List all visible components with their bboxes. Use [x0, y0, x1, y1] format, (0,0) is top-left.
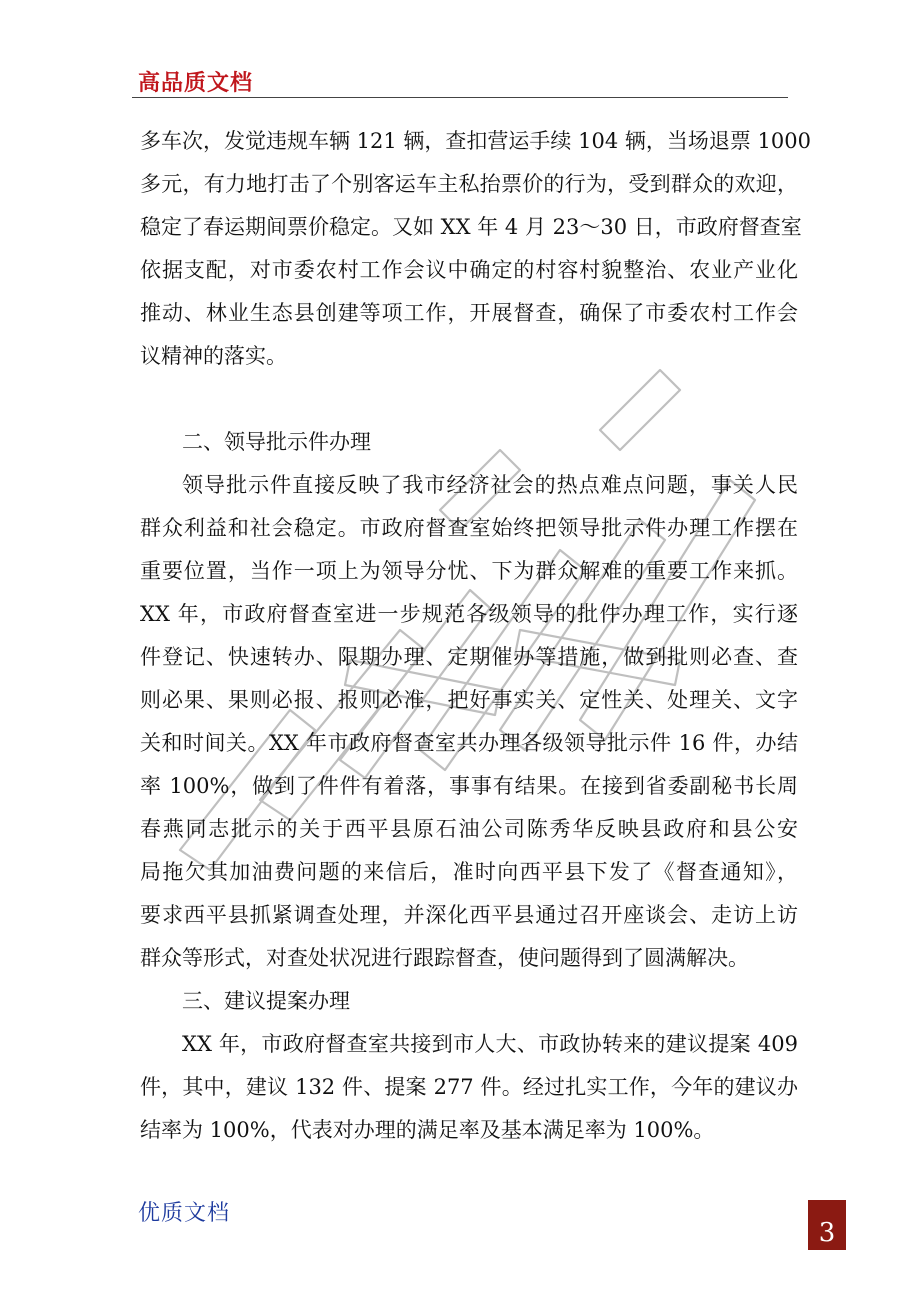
paragraph-line: 领导批示件直接反映了我市经济社会的热点难点问题，事关人民: [182, 473, 798, 497]
document-body: [140, 120, 811, 1152]
paragraph-line: XX 年，市政府督查室进一步规范各级领导的批件办理工作，实行逐: [140, 602, 798, 626]
paragraph-line: 稳定了春运期间票价稳定。又如 XX 年 4 月 23～30 日，市政府督查室: [140, 215, 802, 239]
section-heading: 三、建议提案办理: [182, 989, 350, 1013]
paragraph-line: 多车次，发觉违规车辆 121 辆，查扣营运手续 104 辆，当场退票 1000: [140, 129, 811, 153]
page-number: 3: [818, 1218, 836, 1248]
paragraph-line: XX 年，市政府督查室共接到市人大、市政协转来的建议提案 409: [182, 1032, 798, 1056]
paragraph-line: 推动、林业生态县创建等项工作，开展督查，确保了市委农村工作会: [140, 301, 798, 325]
page-number-badge: [808, 1200, 846, 1250]
header-divider: [132, 97, 788, 98]
paragraph-line: 春燕同志批示的关于西平县原石油公司陈秀华反映县政府和县公安: [140, 817, 798, 841]
paragraph-line: 群众等形式，对查处状况进行跟踪督查，使问题得到了圆满解决。: [140, 946, 749, 970]
paragraph-line: 重要位置，当作一项上为领导分忧、下为群众解难的重要工作来抓。: [140, 559, 798, 583]
paragraph-line: 议精神的落实。: [140, 344, 287, 368]
section-heading: 二、领导批示件办理: [182, 430, 371, 454]
paragraph-gap: [140, 378, 798, 421]
paragraph-line: 结率为 100%，代表对办理的满足率及基本满足率为 100%。: [140, 1118, 715, 1142]
footer-title: 优质文档: [138, 1201, 231, 1226]
paragraph-line: 群众利益和社会稳定。市政府督查室始终把领导批示件办理工作摆在: [140, 516, 798, 540]
paragraph-line: 率 100%，做到了件件有着落，事事有结果。在接到省委副秘书长周: [140, 774, 798, 798]
paragraph-line: 则必果、果则必报、报则必准，把好事实关、定性关、处理关、文字: [140, 688, 798, 712]
paragraph-line: 件登记、快速转办、限期办理、定期催办等措施，做到批则必查、查: [140, 645, 798, 669]
paragraph-line: 依据支配，对市委农村工作会议中确定的村容村貌整治、农业产业化: [140, 258, 798, 282]
paragraph-line: 要求西平县抓紧调查处理，并深化西平县通过召开座谈会、走访上访: [140, 903, 798, 927]
paragraph-line: 件，其中，建议 132 件、提案 277 件。经过扎实工作，今年的建议办: [140, 1075, 798, 1099]
paragraph-line: 局拖欠其加油费问题的来信后，准时向西平县下发了《督查通知》，: [140, 860, 798, 884]
header-title: 高品质文档: [138, 71, 254, 96]
paragraph-line: 关和时间关。XX 年市政府督查室共办理各级领导批示件 16 件，办结: [140, 731, 798, 755]
paragraph-line: 多元，有力地打击了个别客运车主私抬票价的行为，受到群众的欢迎，: [140, 172, 798, 196]
